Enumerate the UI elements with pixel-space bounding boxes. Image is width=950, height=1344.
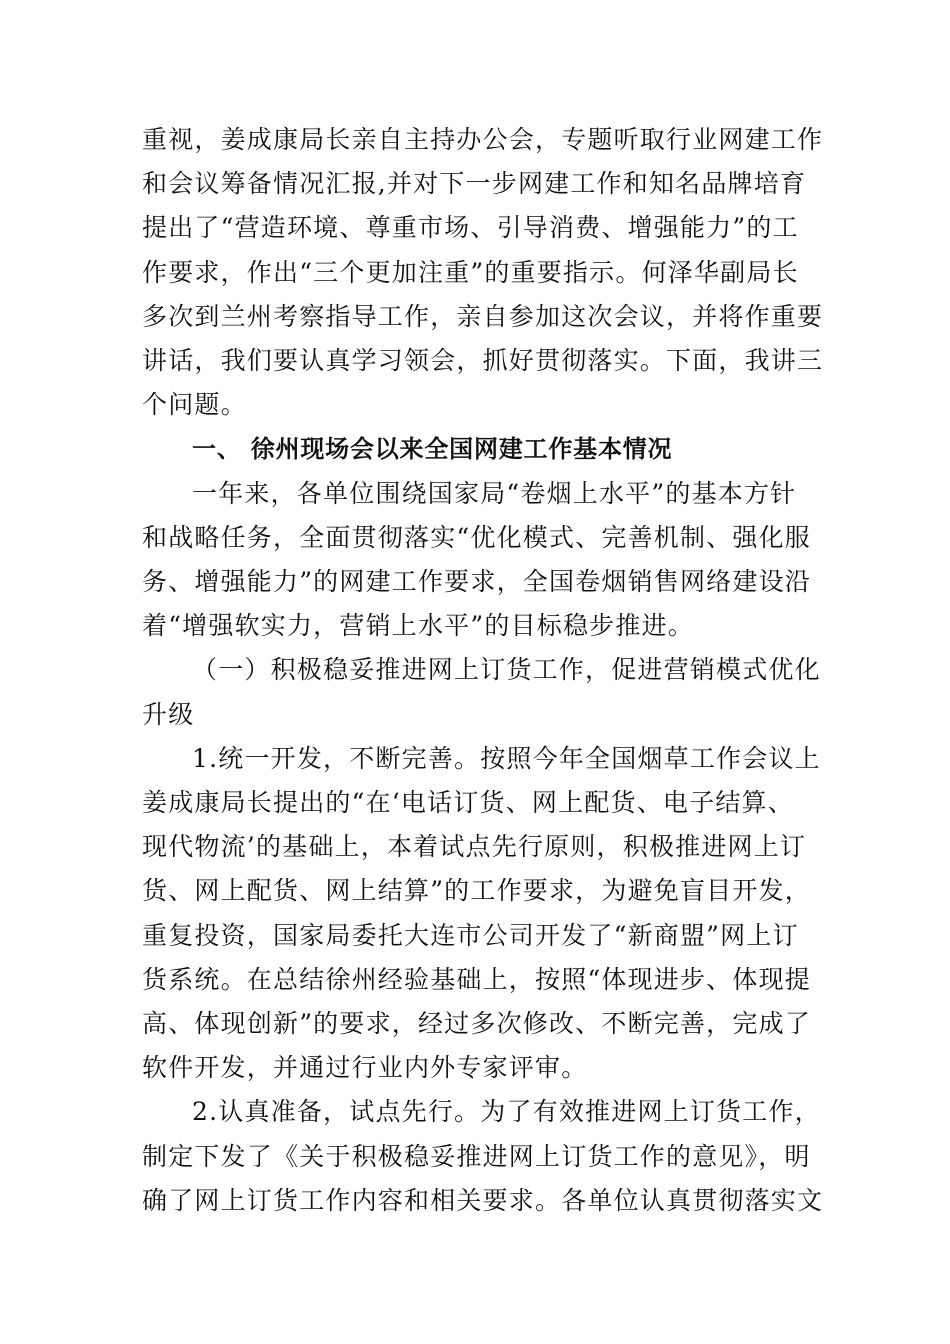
text-line: 1.统一开发，不断完善。按照今年全国烟草工作会议上 bbox=[192, 743, 821, 773]
text-line: 讲话，我们要认真学习领会，抓好贯彻落实。下面，我讲三 bbox=[142, 346, 824, 376]
text-line: 个问题。 bbox=[142, 390, 247, 420]
text-line: 货、网上配货、网上结算”的工作要求，为避免盲目开发， bbox=[142, 876, 811, 906]
subsection-heading: （一）积极稳妥推进网上订货工作，促进营销模式优化 bbox=[192, 655, 821, 685]
document-body bbox=[142, 118, 824, 1223]
text-line: 作要求，作出“三个更加注重”的重要指示。何泽华副局长 bbox=[142, 257, 799, 287]
text-line: 软件开发，并通过行业内外专家评审。 bbox=[142, 1053, 588, 1083]
text-line: 和会议筹备情况汇报,并对下一步网建工作和知名品牌培育 bbox=[142, 169, 807, 199]
text-line: 高、体现创新”的要求，经过多次修改、不断完善，完成了 bbox=[142, 1009, 811, 1039]
text-line: 确了网上订货工作内容和相关要求。各单位认真贯彻落实文 bbox=[142, 1185, 824, 1215]
text-line: 2.认真准备，试点先行。为了有效推进网上订货工作， bbox=[192, 1097, 821, 1127]
text-line: 现代物流’的基础上，本着试点先行原则，积极推进网上订 bbox=[142, 832, 807, 862]
text-line: 货系统。在总结徐州经验基础上，按照“体现进步、体现提 bbox=[142, 964, 811, 994]
subsection-heading-continued: 升级 bbox=[142, 699, 195, 729]
text-line: 多次到兰州考察指导工作，亲自参加这次会议，并将作重要 bbox=[142, 301, 824, 331]
text-line: 提出了“营造环境、尊重市场、引导消费、增强能力”的工 bbox=[142, 213, 799, 243]
text-line: 姜成康局长提出的“在‘电话订货、网上配货、电子结算、 bbox=[142, 788, 794, 818]
text-line: 重视，姜成康局长亲自主持办公会，专题听取行业网建工作 bbox=[142, 125, 824, 154]
text-line: 和战略任务，全面贯彻落实“优化模式、完善机制、强化服 bbox=[142, 522, 811, 552]
text-line: 务、增强能力”的网建工作要求，全国卷烟销售网络建设沿 bbox=[142, 567, 811, 597]
text-line: 着“增强软实力，营销上水平”的目标稳步推进。 bbox=[142, 611, 694, 641]
text-line: 一年来，各单位围绕国家局“卷烟上水平”的基本方针 bbox=[192, 478, 797, 508]
text-line: 重复投资，国家局委托大连市公司开发了“新商盟”网上订 bbox=[142, 920, 799, 950]
text-line: 制定下发了《关于积极稳妥推进网上订货工作的意见》，明 bbox=[142, 1141, 811, 1171]
section-heading: 一、 徐州现场会以来全国网建工作基本情况 bbox=[192, 435, 673, 464]
